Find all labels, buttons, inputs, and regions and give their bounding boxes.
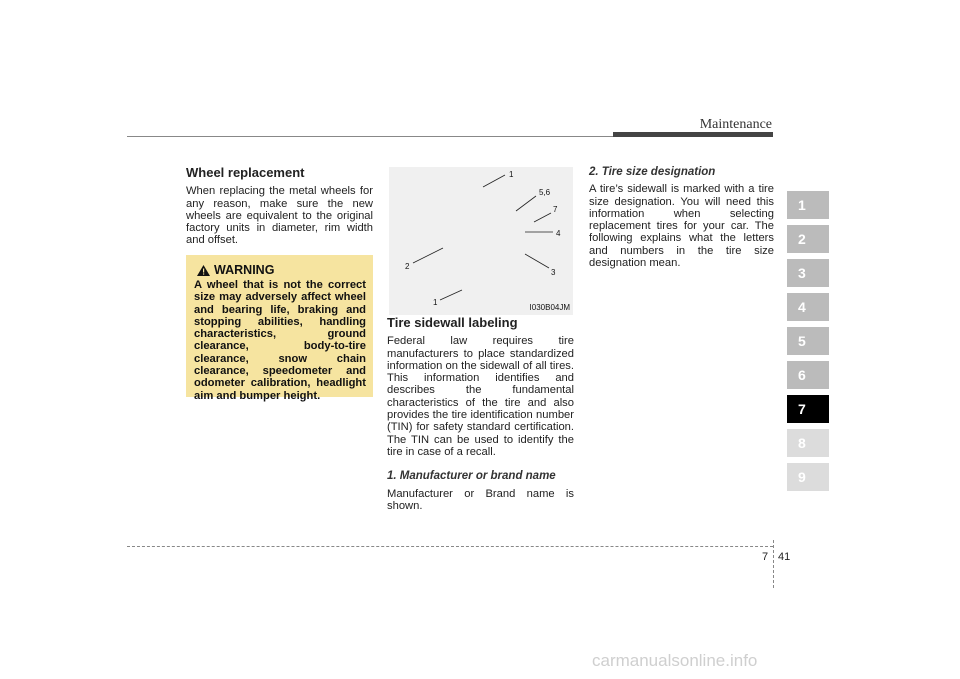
page-header-title: Maintenance bbox=[699, 117, 772, 132]
chapter-tab-4[interactable]: 4 bbox=[787, 293, 829, 321]
chapter-tabs bbox=[787, 191, 829, 497]
footer-divider bbox=[773, 540, 774, 588]
warning-label: WARNING bbox=[214, 263, 275, 277]
callout-label-7: 7 bbox=[553, 205, 558, 214]
warning-box bbox=[186, 255, 373, 402]
callout-label-1a: 1 bbox=[509, 170, 514, 179]
footer-rule bbox=[127, 546, 773, 547]
tire-size-section bbox=[589, 166, 774, 269]
chapter-tab-7[interactable]: 7 bbox=[787, 395, 829, 423]
chapter-tab-2[interactable]: 2 bbox=[787, 225, 829, 253]
header-rule-accent bbox=[613, 132, 773, 137]
tire-size-body: A tire’s sidewall is marked with a tire size designation. You will need this information when selecting replacement tires for your car. The following explains what the letters and numbers in the tire size designation mean. bbox=[589, 183, 774, 270]
tire-sidewall-figure bbox=[389, 167, 573, 315]
chapter-tab-9[interactable]: 9 bbox=[787, 463, 829, 491]
chapter-tab-8[interactable]: 8 bbox=[787, 429, 829, 457]
figure-code: I030B04JM bbox=[529, 303, 570, 312]
warning-triangle-icon bbox=[197, 265, 210, 276]
callout-label-2: 2 bbox=[405, 262, 410, 271]
manufacturer-body: Manufacturer or Brand name is shown. bbox=[387, 487, 574, 512]
callout-label-1b: 1 bbox=[433, 298, 438, 307]
tire-sidewall-body: Federal law requires tire manufacturers to place standardized information on the sidewall of all tires. This information identifies and describes the fundamental characteristics of the tire and also provides the tire identification number (TIN) for safety standard certification. The TIN can be used to identify the tire in case of a recall. bbox=[387, 335, 574, 458]
tire-sidewall-heading: Tire sidewall labeling bbox=[387, 315, 518, 330]
warning-header bbox=[197, 263, 274, 277]
footer-page-number: 41 bbox=[778, 551, 791, 563]
watermark-text: carmanualsonline.info bbox=[592, 651, 758, 670]
tire-sidewall-section bbox=[387, 317, 574, 512]
wheel-replacement-heading: Wheel replacement bbox=[186, 165, 305, 180]
wheel-replacement-body: When replacing the metal wheels for any reason, make sure the new wheels are equivalent to the original factory units in diameter, rim width and offset. bbox=[186, 185, 373, 247]
footer-chapter-number: 7 bbox=[762, 551, 769, 563]
chapter-tab-1[interactable]: 1 bbox=[787, 191, 829, 219]
chapter-tab-5[interactable]: 5 bbox=[787, 327, 829, 355]
chapter-tab-3[interactable]: 3 bbox=[787, 259, 829, 287]
warning-text: A wheel that is not the correct size may adversely affect wheel and bearing life, braking and stopping abilities, handling characteristics, ground clearance, body-to-tire clearance, snow chain clearance, speedometer and odometer calibration, headlight aim and bumper height. bbox=[194, 279, 366, 402]
callout-label-3: 3 bbox=[551, 268, 556, 277]
chapter-tab-6[interactable]: 6 bbox=[787, 361, 829, 389]
tire-size-heading: 2. Tire size designation bbox=[589, 166, 716, 178]
callout-label-4: 4 bbox=[556, 229, 561, 238]
manufacturer-heading: 1. Manufacturer or brand name bbox=[387, 470, 556, 483]
callout-label-5-6: 5,6 bbox=[539, 188, 551, 197]
wheel-replacement-section bbox=[186, 167, 373, 247]
